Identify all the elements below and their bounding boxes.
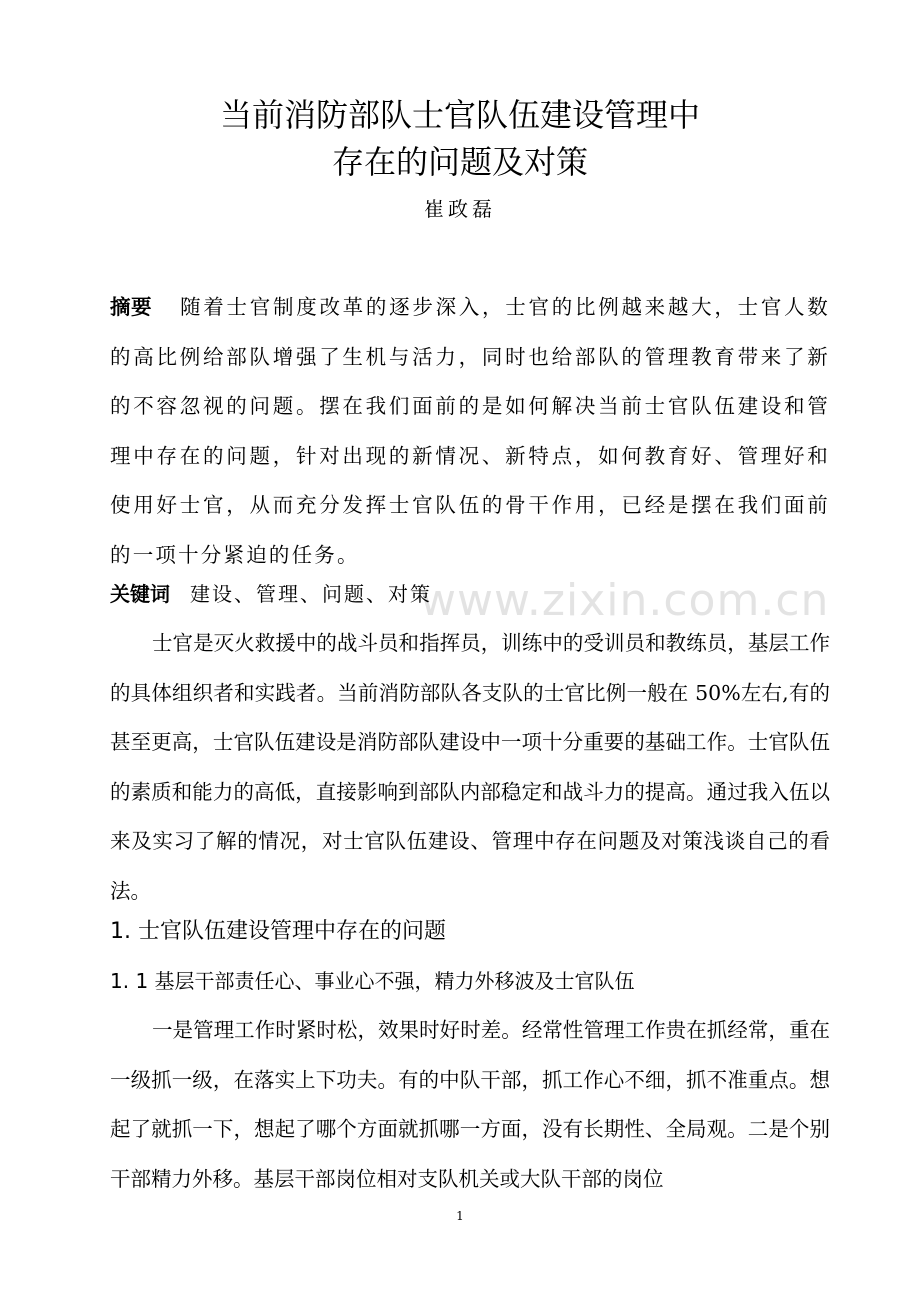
section-1-1-heading: 1. 1 基层干部责任心、事业心不强，精力外移波及士官队伍 — [110, 969, 635, 993]
author-name: 崔政磊 — [424, 197, 496, 221]
keywords-line — [110, 574, 432, 614]
title-line-2: 存在的问题及对策 — [331, 143, 588, 181]
page-number: 1 — [456, 1209, 464, 1223]
section-1-1-paragraph: 一是管理工作时紧时松，效果时好时差。经常性管理工作贵在抓经常，重在一级抓一级，在落实上下功夫。有的中队干部，抓工作心不细，抓不准重点。想起了就抓一下，想起了哪个方面就抓哪一方面，没有长期性、全局观。二是个别干部精力外移。基层干部岗位相对支队机关或大队干部的岗位 — [110, 1018, 830, 1191]
abstract-text: 随着士官制度改革的逐步深入，士官的比例越来越大，士官人数的高比例给部队增强了生机与活力，同时也给部队的管理教育带来了新的不容忽视的问题。摆在我们面前的是如何解决当前士官队伍建设和管理中存在的问题，针对出现的新情况、新特点，如何教育好、管理好和使用好士官，从而充分发挥士官队伍的骨干作用，已经是摆在我们面前的一项十分紧迫的任务。 — [110, 295, 830, 567]
title-line-1: 当前消防部队士官队伍建设管理中 — [219, 96, 700, 134]
intro-paragraph: 士官是灭火救援中的战斗员和指挥员，训练中的受训员和教练员，基层工作的具体组织者和实践者。当前消防部队各支队的士官比例一般在 50%左右,有的甚至更高，士官队伍建设是消防部队建设中一项十分重要的基础工作。士官队伍的素质和能力的高低，直接影响到部队内部稳定和战斗力的提高。通过我入伍以来及实习了解的情况，对士官队伍建设、管理中存在问题及对策浅谈自己的看法。 — [110, 631, 830, 903]
watermark: www.zixin.com.cn — [420, 575, 830, 626]
section-1-heading: 1. 士官队伍建设管理中存在的问题 — [110, 919, 446, 944]
keywords-text: 建设、管理、问题、对策 — [190, 582, 432, 606]
abstract-paragraph — [110, 283, 830, 580]
keywords-label: 关键词 — [110, 582, 170, 606]
abstract-label: 摘要 — [110, 295, 153, 319]
